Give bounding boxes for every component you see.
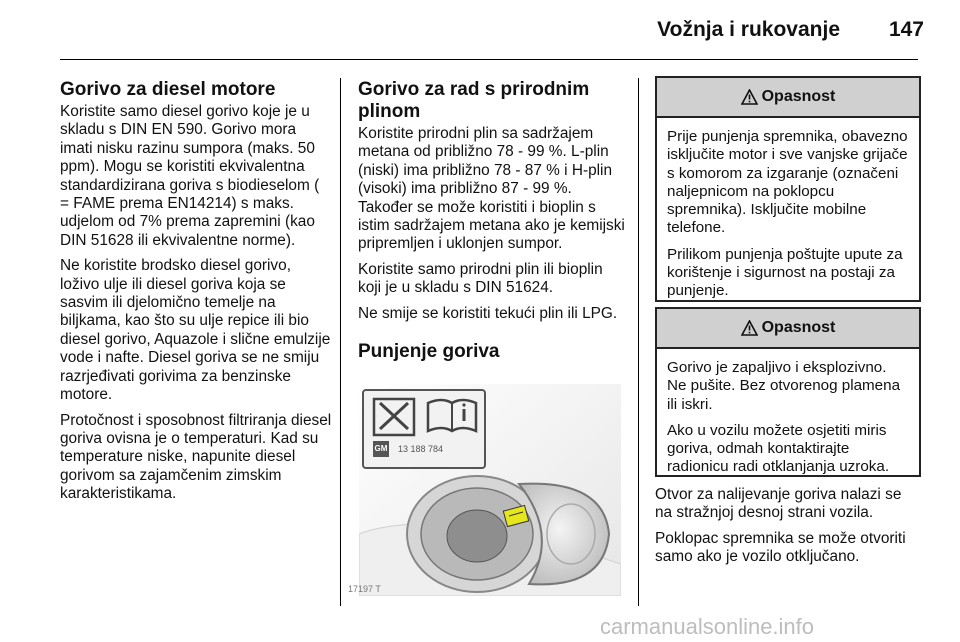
- paragraph: Ne smije se koristiti tekući plin ili LPG.: [358, 304, 618, 322]
- header-divider: [60, 59, 918, 60]
- warning-triangle-icon: [741, 89, 758, 105]
- warning-triangle-icon: [741, 320, 758, 336]
- paragraph: Koristite prirodni plin sa sadržajem metana od približno 78 - 99 %. L-plin (niski) ima približno 78 - 87 % i H-plin (visoki) ima približno 87 - 99 %. Također se može koristiti i bioplin s istim sadržajem metana ako je kemijski pripremljen i uklonjen sumpor.: [358, 125, 625, 253]
- warning-header: [657, 78, 919, 118]
- warning-header: [657, 309, 919, 349]
- paragraph: Koristite samo diesel gorivo koje je u skladu s DIN EN 590. Gorivo mora imati nisku razinu sumpora (maks. 50 ppm). Mogu se koristiti ekvivalentna standardizirana goriva s biodieselom ( = FAME prema EN14214) s maks. udjelom od 7% prema zapremini (kao DIN 51628 ili ekvivalentne norme).: [60, 103, 320, 249]
- fuel-sticker-pictogram: [362, 389, 486, 469]
- heading-diesel-fuel: Gorivo za diesel motore: [60, 79, 276, 100]
- warning-text: Prilikom punjenja poštujte upute za korištenje i sigurnost na postaji za punjenje.: [667, 245, 903, 300]
- page-number: 147: [888, 18, 924, 41]
- warning-box-2: [655, 307, 921, 477]
- column-divider-2: [638, 78, 639, 606]
- warning-text: Prije punjenja spremnika, obavezno isključite motor i sve vanjske grijače s komorom za izgaranje (označeni naljepnicom na poklopcu spremnika). Isključite mobilne telefone.: [667, 128, 908, 237]
- column-natural-gas: [358, 79, 630, 373]
- heading-natural-gas: Gorivo za rad s prirodnim plinom: [358, 79, 590, 122]
- paragraph: Otvor za nalijevanje goriva nalazi se na stražnjoj desnoj strani vozila.: [655, 486, 902, 522]
- paragraph: Protočnost i sposobnost filtriranja diesel goriva ovisna je o temperaturi. Kad su temperature niske, napunite diesel gorivom sa zajamčenim zimskim karakteristikama.: [60, 411, 332, 503]
- sticker-part-number: 13 188 784: [398, 444, 444, 454]
- heading-refuelling: Punjenje goriva: [358, 341, 500, 363]
- warning-box-1: [655, 76, 921, 302]
- column-diesel: [60, 79, 332, 511]
- page-header-title: Vožnja i rukovanje: [657, 18, 840, 41]
- watermark: carmanualsonline.info: [600, 614, 815, 639]
- figure-code: 17197 T: [348, 584, 381, 594]
- paragraph: Koristite samo prirodni plin ili bioplin koji je u skladu s DIN 51624.: [358, 260, 603, 297]
- warning-text: Ako u vozilu možete osjetiti miris goriva, odmah kontaktirajte radionicu radi otklanjanja uzroka.: [667, 421, 890, 476]
- column-divider-1: [340, 78, 341, 606]
- warning-title: Opasnost: [761, 88, 836, 105]
- column-refuel-text: [655, 486, 921, 574]
- paragraph: Ne koristite brodsko diesel gorivo, loživo ulje ili diesel goriva koja se sasvim ili djelomično temelje na biljkama, kao što su ulje repice ili bio diesel gorivo, Aquazole i slične emulzije vode i nafte. Diesel goriva se ne smiju razrjeđivati gorivima za benzinske motore.: [60, 257, 331, 404]
- gm-logo: GM: [373, 441, 389, 457]
- warning-text: Gorivo je zapaljivo i eksplozivno. Ne pušite. Bez otvorenog plamena ili iskri.: [667, 359, 901, 413]
- paragraph: Poklopac spremnika se može otvoriti samo ako je vozilo otključano.: [655, 529, 906, 566]
- warning-title: Opasnost: [761, 319, 836, 336]
